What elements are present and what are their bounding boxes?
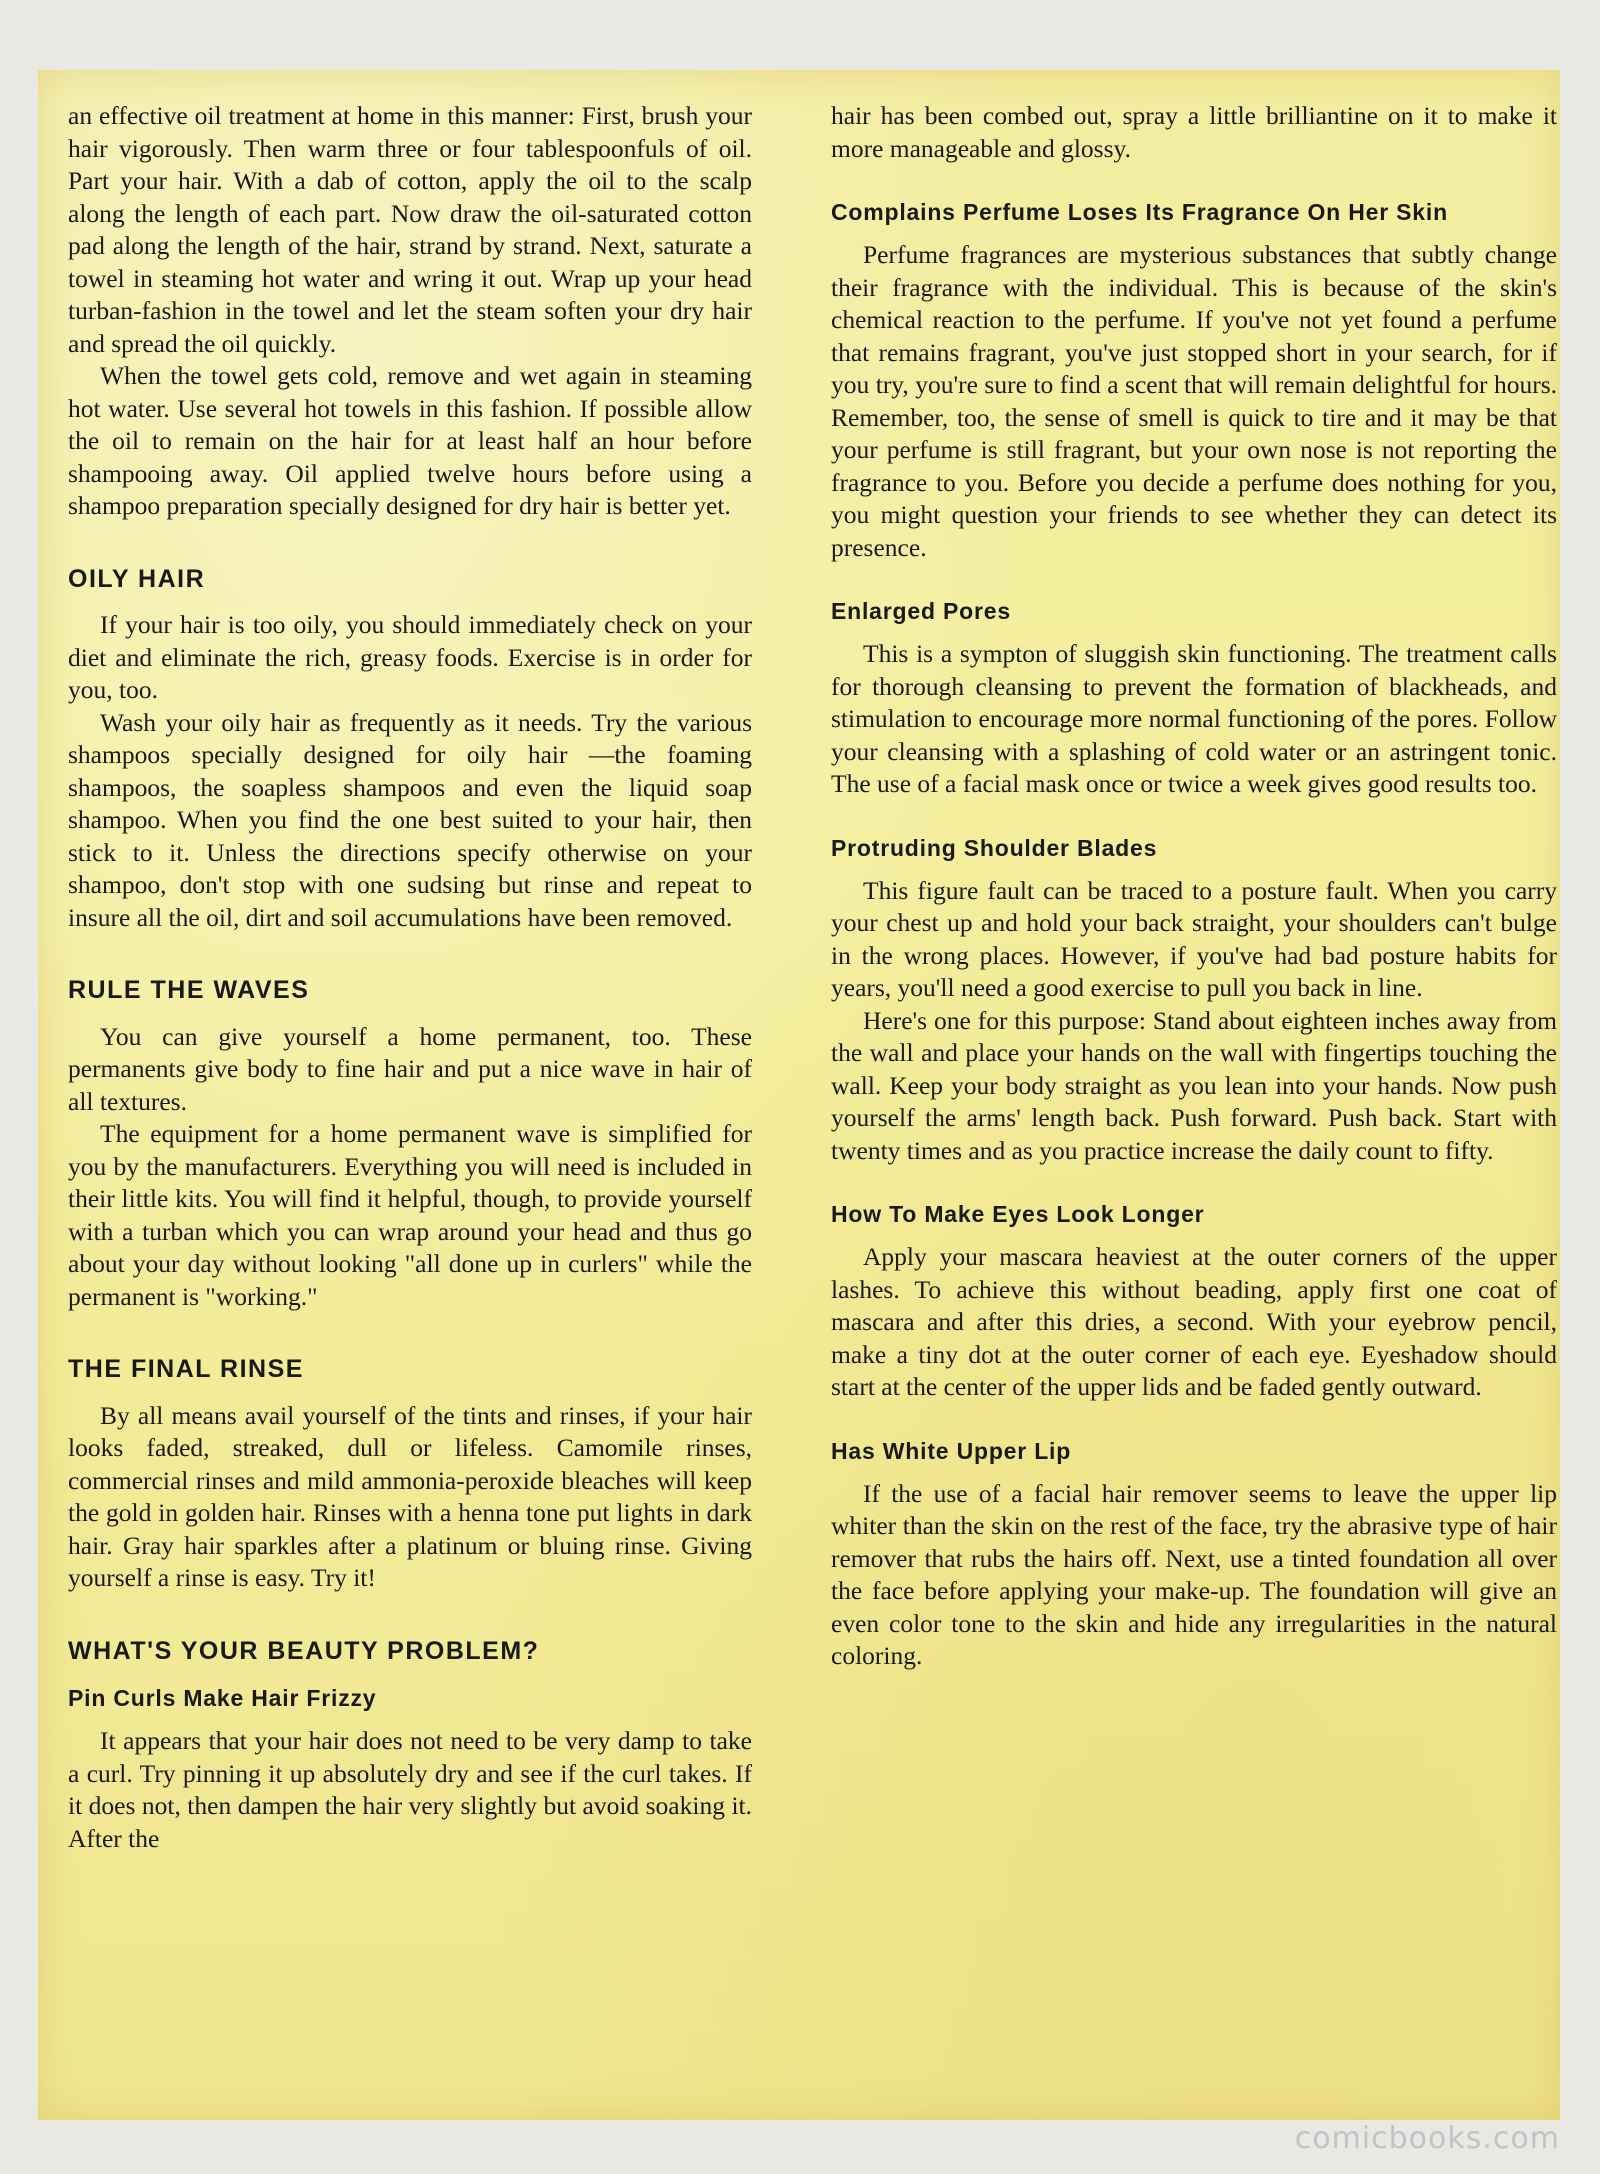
- right-column: [831, 100, 1557, 1673]
- pin-curls-paragraph-1: It appears that your hair does not need to be very damp to take a curl. Try pinning it up absolutely dry and see if the curl takes. If it does not, then dampen the hair very slightly but avoid soaking it. After the: [68, 1726, 752, 1853]
- pores-paragraph-1: This is a sympton of sluggish skin functioning. The treatment calls for thorough cleansing to prevent the formation of blackheads, and stimulation to encourage more normal functioning of the pores. Follow your cleansing with a splashing of cold water or an astringent tonic. The use of a facial mask once or twice a week gives good results too.: [831, 639, 1557, 798]
- rule-the-waves-paragraph-1: You can give yourself a home permanent, too. These permanents give body to fine hair and put a nice wave in hair of all textures.: [68, 1021, 752, 1116]
- intro-paragraph-2: When the towel gets cold, remove and wet again in steaming hot water. Use several hot towels in this fashion. If possible allow the oil to remain on the hair for at least half an hour before shampooing away. Oil applied twelve hours before using a shampoo preparation specially designed for dry hair is better yet.: [68, 361, 752, 520]
- shoulder-paragraph-2: Here's one for this purpose: Stand about eighteen inches away from the wall and place your hands on the wall with fingertips touching the wall. Keep your body straight as you lean into your hands. Now push yourself the arms' length back. Push forward. Push back. Start with twenty times and as you practice increase the daily count to fifty.: [831, 1005, 1557, 1165]
- final-rinse-paragraph-1: By all means avail yourself of the tints and rinses, if your hair looks faded, streaked, dull or lifeless. Camomile rinses, commercial rinses and mild ammonia-peroxide bleaches will keep the gold in golden hair. Rinses with a henna tone put lights in dark hair. Gray hair sparkles after a platinum or bluing rinse. Giving yourself a rinse is easy. Try it!: [68, 1400, 752, 1592]
- oily-hair-paragraph-2: Wash your oily hair as frequently as it needs. Try the various shampoos specially designed for oily hair —the foaming shampoos, the soapless shampoos and even the liquid soap shampoo. When you find the one best suited to your hair, then stick to it. Unless the directions specify otherwise on your shampoo, don't stop with one sudsing but rinse and repeat to insure all the oil, dirt and soil accumulations have been removed.: [68, 707, 752, 932]
- watermark: comicbooks.com: [1294, 2121, 1560, 2156]
- final-rinse-heading: THE FINAL RINSE: [68, 1355, 304, 1383]
- pin-curls-heading: Pin Curls Make Hair Frizzy: [68, 1685, 377, 1711]
- intro-paragraph-1: an effective oil treatment at home in this manner: First, brush your hair vigorously. Then warm three or four tablespoonfuls of oil. Part your hair. With a dab of cotton, apply the oil to the scalp along the length of each part. Now draw the oil-saturated cotton pad along the length of the hair, strand by strand. Next, saturate a towel in steaming hot water and wring it out. Wrap up your head turban-fashion in the towel and let the steam soften your dry hair and spread the oil quickly.: [68, 101, 752, 358]
- eyes-heading: How To Make Eyes Look Longer: [831, 1201, 1205, 1227]
- magazine-page: [38, 70, 1560, 2120]
- shoulder-heading: Protruding Shoulder Blades: [831, 834, 1158, 861]
- lip-heading: Has White Upper Lip: [831, 1437, 1072, 1464]
- eyes-paragraph-1: Apply your mascara heaviest at the outer corners of the upper lashes. To achieve this without beading, apply first one coat of mascara and after this dries, a second. With your eyebrow pencil, make a tiny dot at the outer corner of each eye. Eyeshadow should start at the center of the upper lids and be faded gently outward.: [831, 1242, 1557, 1401]
- rule-the-waves-heading: RULE THE WAVES: [68, 976, 310, 1004]
- perfume-heading: Complains Perfume Loses Its Fragrance On Her Skin: [831, 199, 1448, 225]
- lip-paragraph-1: If the use of a facial hair remover seems to leave the upper lip whiter than the skin on the rest of the face, try the abrasive type of hair remover that rubs the hairs off. Next, use a tinted foundation all over the face before applying your make-up. The foundation will give an even color tone to the skin and hide any irregularities in the natural coloring.: [831, 1478, 1557, 1670]
- perfume-paragraph-1: Perfume fragrances are mysterious substances that subtly change their fragrance with the individual. This is because of the skin's chemical reaction to the perfume. If you've not yet found a perfume that remains fragrant, you've just stopped short in your search, for if you try, you're sure to find a scent that will remain delightful for hours. Remember, too, the sense of smell is quick to tire and it may be that your perfume is still fragrant, but your own nose is not reporting the fragrance to you. Before you decide a perfume does nothing for you, you might question your friends to see whether they can detect its presence.: [831, 240, 1557, 562]
- shoulder-paragraph-1: This figure fault can be traced to a posture fault. When you carry your chest up and hold your back straight, your shoulders can't bulge in the wrong places. However, if you've had bad posture habits for years, you'll need a good exercise to pull you back in line.: [831, 875, 1557, 1002]
- left-column: [68, 100, 752, 1855]
- oily-hair-heading: OILY HAIR: [68, 564, 206, 593]
- oily-hair-paragraph-1: If your hair is too oily, you should immediately check on your diet and eliminate the rich, greasy foods. Exercise is in order for you, too.: [68, 610, 752, 704]
- pores-heading: Enlarged Pores: [831, 598, 1011, 624]
- rule-the-waves-paragraph-2: The equipment for a home permanent wave is simplified for you by the manufacturers. Everything you will need is included in their little kits. You will find it helpful, though, to provide yourself with a turban which you can wrap around your head and thus go about your day without looking "all done up in curlers" while the permanent is "working.": [68, 1119, 752, 1311]
- continuation-paragraph: hair has been combed out, spray a little brilliantine on it to make it more manageable and glossy.: [831, 101, 1557, 163]
- beauty-problem-heading: WHAT'S YOUR BEAUTY PROBLEM?: [68, 1636, 540, 1665]
